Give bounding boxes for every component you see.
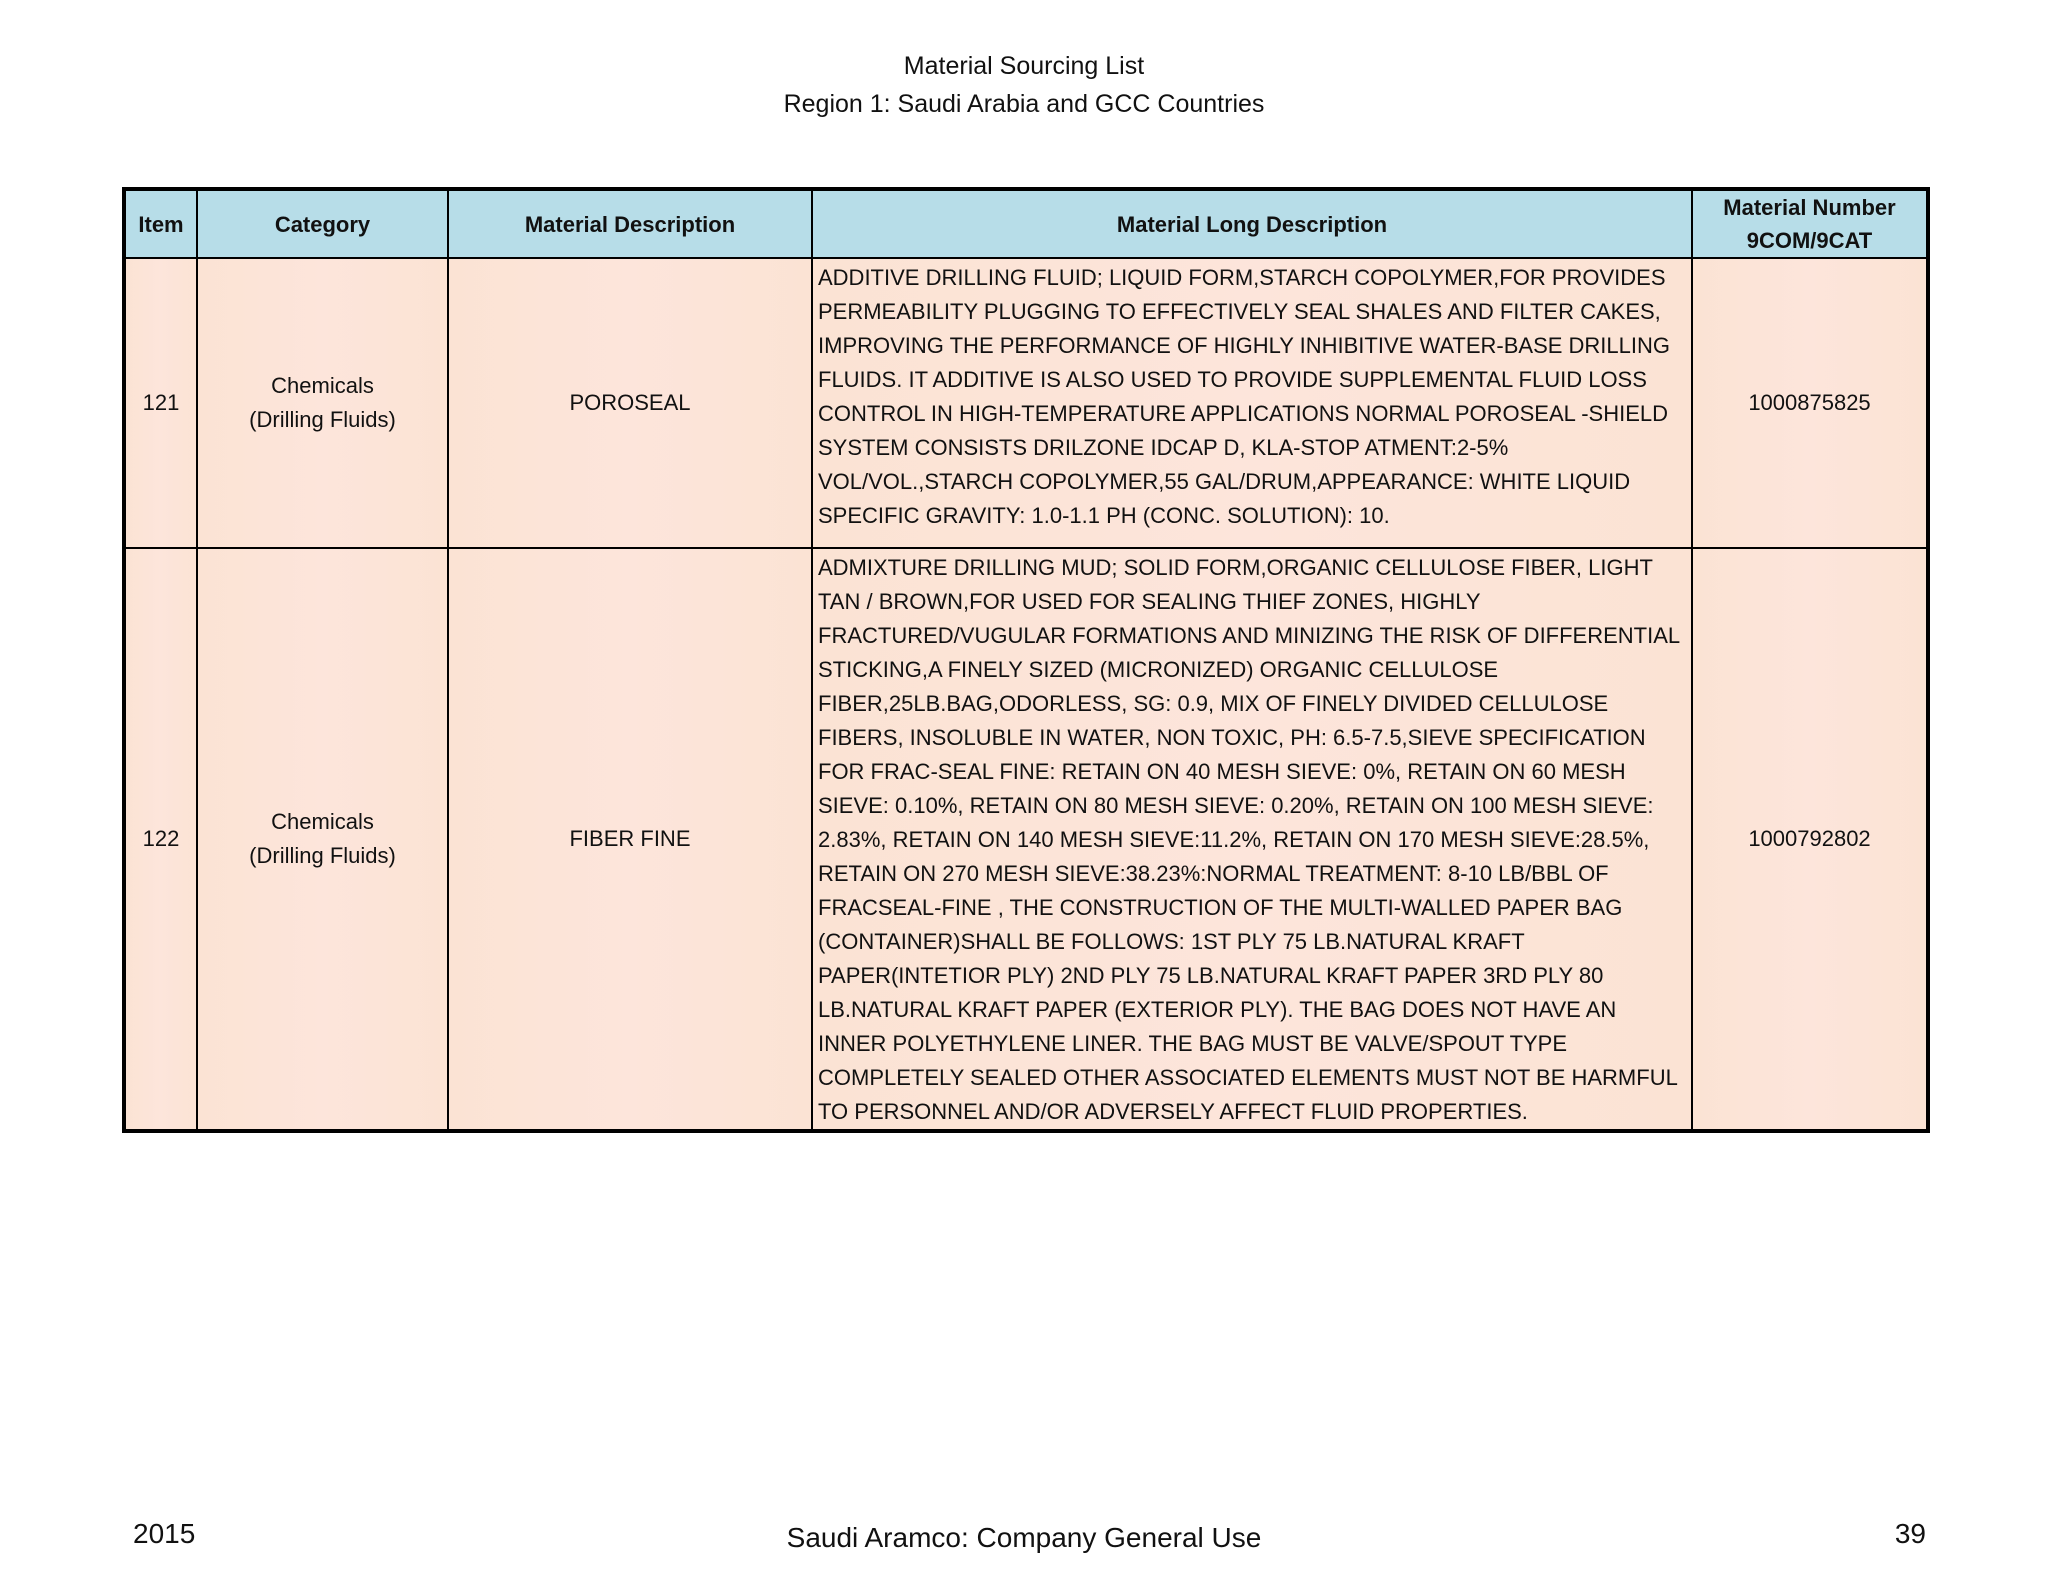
cell-material-description: FIBER FINE: [448, 548, 812, 1131]
column-header-material-long-description: Material Long Description: [812, 189, 1692, 258]
document-subtitle: Region 1: Saudi Arabia and GCC Countries: [783, 90, 1265, 118]
footer-classification: Saudi Aramco: Company General Use: [786, 1522, 1262, 1553]
cell-material-number: 1000875825: [1692, 258, 1928, 548]
table-row: [124, 548, 1928, 1131]
column-header-material-description: Material Description: [448, 189, 812, 258]
cell-material-number: 1000792802: [1692, 548, 1928, 1131]
table-row: [124, 258, 1928, 548]
table-header-row: [124, 189, 1928, 258]
cell-category: [197, 548, 448, 1131]
cell-material-long-description: [812, 258, 1692, 548]
cell-item: 122: [124, 548, 197, 1131]
material-number-header-line1: Material Number: [1723, 195, 1896, 220]
material-sourcing-table: [122, 187, 1930, 1133]
category-line2: (Drilling Fluids): [249, 843, 396, 868]
long-description-text: ADMIXTURE DRILLING MUD; SOLID FORM,ORGANIC CELLULOSE FIBER, LIGHT TAN / BROWN,FOR USED FOR SEALING THIEF ZONES, HIGHLY FRACTURED/VUGULAR FORMATIONS AND MINIZING THE RISK OF DIFFERENTIAL STICKING,A FINELY SIZED (MICRONIZED) ORGANIC CELLULOSE FIBER,25LB.BAG,ODORLESS, SG: 0.9, MIX OF FINELY DIVIDED CELLULOSE FIBERS, INSOLUBLE IN WATER, NON TOXIC, PH: 6.5-7.5,SIEVE SPECIFICATION FOR FRAC-SEAL FINE: RETAIN ON 40 MESH SIEVE: 0%, RETAIN ON 60 MESH SIEVE: 0.10%, RETAIN ON 80 MESH SIEVE: 0.20%, RETAIN ON 100 MESH SIEVE: 2.83%, RETAIN ON 140 MESH SIEVE:11.2%, RETAIN ON 170 MESH SIEVE:28.5%, RETAIN ON 270 MESH SIEVE:38.23%:NORMAL TREATMENT: 8-10 LB/BBL OF FRACSEAL-FINE , THE CONSTRUCTION OF THE MULTI-WALLED PAPER BAG (CONTAINER)SHALL BE FOLLOWS: 1ST PLY 75 LB.NATURAL KRAFT PAPER(INTETIOR PLY) 2ND PLY 75 LB.NATURAL KRAFT PAPER 3RD PLY 80 LB.NATURAL KRAFT PAPER (EXTERIOR PLY). THE BAG DOES NOT HAVE AN INNER POLYETHYLENE LINER. THE BAG MUST BE VALVE/SPOUT TYPE COMPLETELY SEALED OTHER ASSOCIATED ELEMENTS MUST NOT BE HARMFUL TO PERSONNEL AND/OR ADVERSELY AFFECT FLUID PROPERTIES.: [818, 555, 1680, 1124]
cell-item: 121: [124, 258, 197, 548]
column-header-item: Item: [124, 189, 197, 258]
footer-year: 2015: [133, 1518, 196, 1549]
column-header-category: Category: [197, 189, 448, 258]
cell-material-description: POROSEAL: [448, 258, 812, 548]
document-title: Material Sourcing List: [903, 52, 1145, 80]
long-description-text: ADDITIVE DRILLING FLUID; LIQUID FORM,STARCH COPOLYMER,FOR PROVIDES PERMEABILITY PLUGGING TO EFFECTIVELY SEAL SHALES AND FILTER CAKES, IMPROVING THE PERFORMANCE OF HIGHLY INHIBITIVE WATER-BASE DRILLING FLUIDS. IT ADDITIVE IS ALSO USED TO PROVIDE SUPPLEMENTAL FLUID LOSS CONTROL IN HIGH-TEMPERATURE APPLICATIONS NORMAL POROSEAL -SHIELD SYSTEM CONSISTS DRILZONE IDCAP D, KLA-STOP ATMENT:2-5% VOL/VOL.,STARCH COPOLYMER,55 GAL/DRUM,APPEARANCE: WHITE LIQUID SPECIFIC GRAVITY: 1.0-1.1 PH (CONC. SOLUTION): 10.: [818, 265, 1671, 528]
category-line1: Chemicals: [271, 809, 374, 834]
column-header-material-number: [1692, 189, 1928, 258]
footer-page-number: 39: [1894, 1518, 1926, 1549]
material-number-header-line2: 9COM/9CAT: [1746, 228, 1873, 253]
document-header: [0, 47, 2048, 123]
cell-category: [197, 258, 448, 548]
category-line1: Chemicals: [271, 373, 374, 398]
category-line2: (Drilling Fluids): [249, 407, 396, 432]
cell-material-long-description: [812, 548, 1692, 1131]
